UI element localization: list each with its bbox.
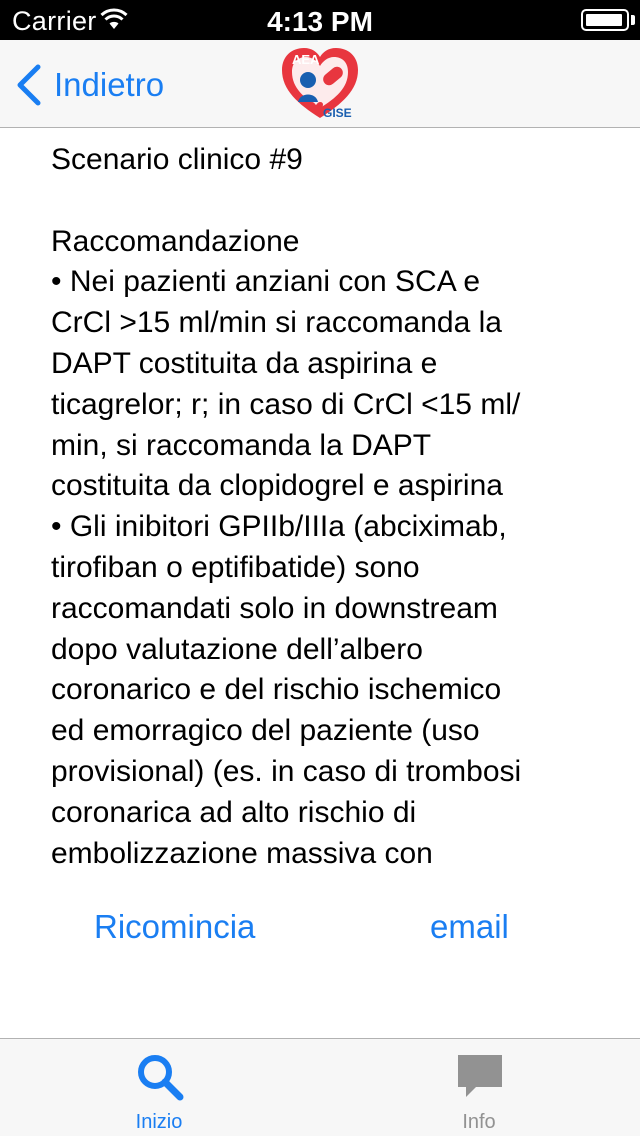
logo-bottom-text: GISE (323, 106, 352, 120)
back-label: Indietro (54, 66, 165, 103)
text-line: • Nei pazienti anziani con SCA e (51, 265, 481, 299)
search-icon (134, 1051, 186, 1103)
text-line: coronarica ad alto rischio di (51, 795, 417, 829)
section-heading: Raccomandazione (51, 224, 300, 258)
text-line: raccomandati solo in downstream (51, 591, 498, 625)
recommendation-text (51, 140, 611, 880)
carrier-label: Carrier (12, 6, 97, 36)
text-line: embolizzazione massiva con (51, 836, 433, 870)
aea-gise-logo (278, 44, 362, 126)
scenario-title: Scenario clinico #9 (51, 143, 303, 176)
text-line: min, si raccomanda la DAPT (51, 428, 432, 462)
chat-bubble-icon (454, 1051, 506, 1103)
restart-button[interactable]: Ricomincia (94, 908, 256, 945)
logo-top-text: AEA (292, 52, 320, 67)
tab-info[interactable] (399, 1039, 559, 1137)
clock: 4:13 PM (267, 6, 373, 37)
tab-home-label: Inizio (135, 1111, 183, 1133)
tab-home[interactable] (79, 1039, 239, 1137)
email-button[interactable]: email (430, 908, 509, 945)
text-line: DAPT costituita da aspirina e (51, 346, 438, 380)
text-line: dopo valutazione dell’albero (51, 632, 423, 666)
battery-level (586, 14, 622, 26)
battery-icon (581, 9, 629, 31)
text-line: tirofiban o eptifibatide) sono (51, 550, 420, 584)
text-line: CrCl >15 ml/min si raccomanda la (51, 306, 502, 340)
text-line: ed emorragico del paziente (uso (51, 714, 480, 748)
tab-info-label: Info (462, 1111, 496, 1133)
status-bar (0, 0, 640, 40)
back-button[interactable] (14, 60, 164, 110)
chevron-left-icon (14, 63, 44, 107)
navigation-bar (0, 40, 640, 128)
spacer (51, 181, 611, 222)
text-line: coronarico e del rischio ischemico (51, 673, 502, 707)
text-line: • Gli inibitori GPIIb/IIIa (abciximab, (51, 510, 507, 544)
tab-bar (0, 1038, 640, 1136)
text-line: ticagrelor; r; in caso di CrCl <15 ml/ (51, 387, 521, 421)
battery-tip (631, 15, 635, 25)
text-line: provisional) (es. in caso di trombosi (51, 754, 522, 788)
text-line: costituita da clopidogrel e aspirina (51, 469, 503, 503)
